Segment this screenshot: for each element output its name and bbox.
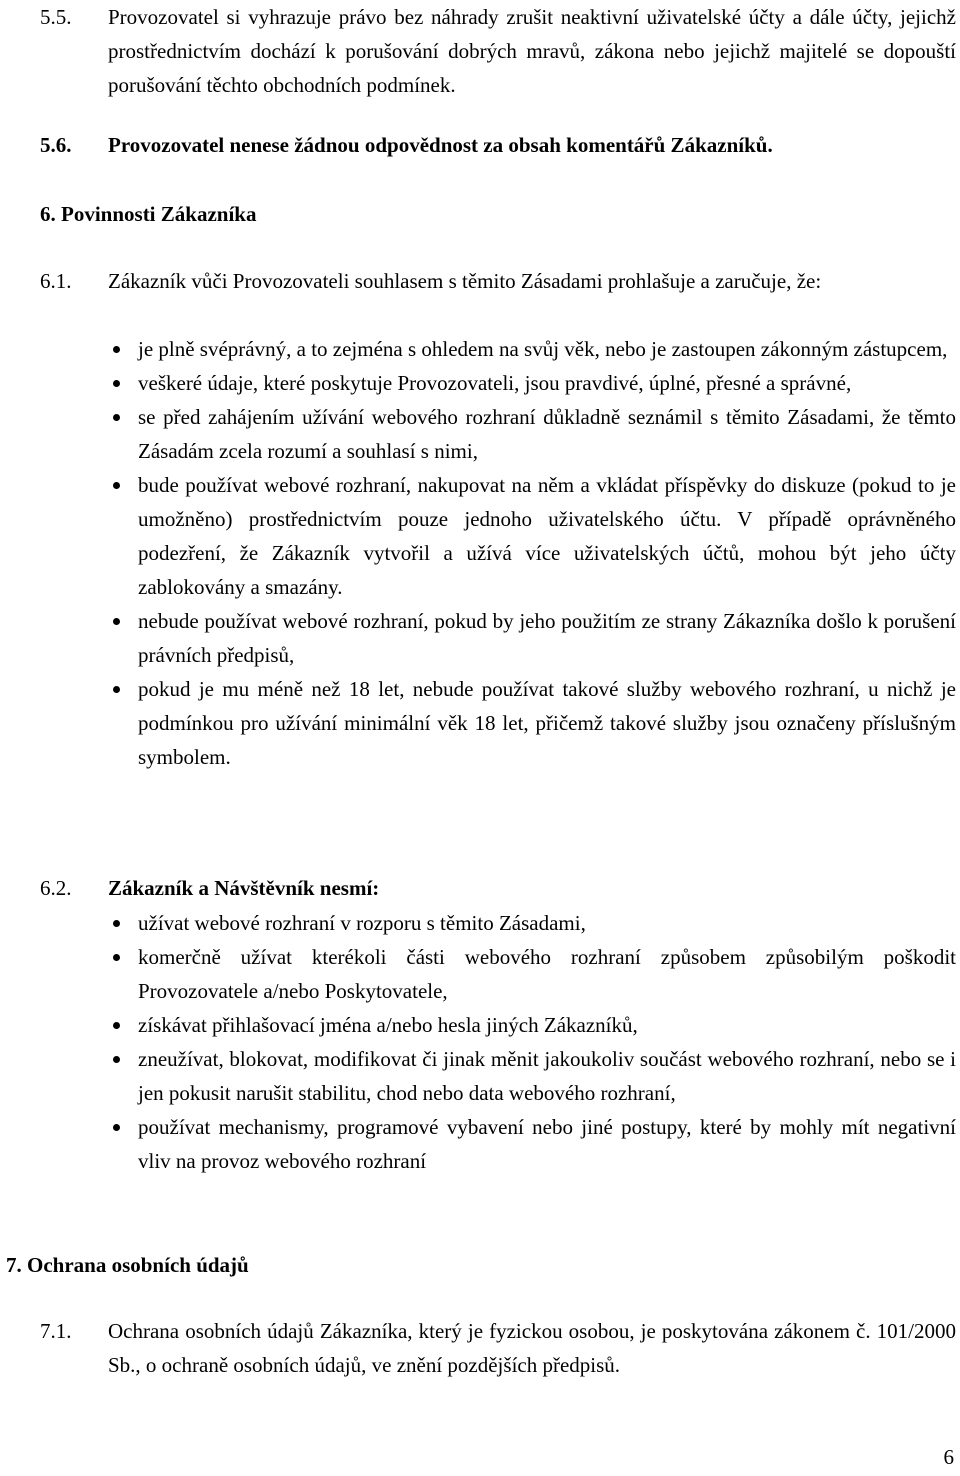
list-item: získávat přihlašovací jména a/nebo hesla jiných Zákazníků, — [108, 1008, 956, 1042]
list-item: komerčně užívat kterékoli části webového rozhraní způsobem způsobilým poškodit Provozovatele a/nebo Poskytovatele, — [108, 940, 956, 1008]
page-number: 6 — [943, 1445, 954, 1469]
section-5-6-text: Provozovatel nenese žádnou odpovědnost za obsah komentářů Zákazníků. — [108, 133, 773, 157]
section-6-2-list — [108, 906, 956, 1178]
section-number-5-5: 5.5. — [40, 5, 72, 29]
list-item: se před zahájením užívání webového rozhraní důkladně seznámil s těmito Zásadami, že těmto Zásadám zcela rozumí a souhlasí s nimi, — [108, 400, 956, 468]
list-item: pokud je mu méně než 18 let, nebude používat takové služby webového rozhraní, u nichž je podmínkou pro užívání minimální věk 18 let, přičemž takové služby jsou označeny příslušným symbolem. — [108, 672, 956, 774]
list-item: je plně svéprávný, a to zejména s ohledem na svůj věk, nebo je zastoupen zákonným zástupcem, — [108, 332, 956, 366]
section-7-1-text: Ochrana osobních údajů Zákazníka, který je fyzickou osobou, je poskytována zákonem č. 101/2000 Sb., o ochraně osobních údajů, ve znění pozdějších předpisů. — [108, 1319, 956, 1377]
heading-section-7: 7. Ochrana osobních údajů — [6, 1253, 249, 1277]
section-number-6-2: 6.2. — [40, 876, 72, 900]
section-6-1-text: Zákazník vůči Provozovateli souhlasem s těmito Zásadami prohlašuje a zaručuje, že: — [108, 269, 822, 293]
list-item: zneužívat, blokovat, modifikovat či jinak měnit jakoukoliv součást webového rozhraní, nebo se i jen pokusit narušit stabilitu, chod nebo data webového rozhraní, — [108, 1042, 956, 1110]
list-item: bude používat webové rozhraní, nakupovat na něm a vkládat příspěvky do diskuze (pokud to je umožněno) prostřednictvím pouze jednoho uživatelského účtu. V případě oprávněného podezření, že Zákazník vytvořil a užívá více uživatelských účtů, mohou být jeho účty zablokovány a smazány. — [108, 468, 956, 604]
heading-section-6: 6. Povinnosti Zákazníka — [40, 202, 257, 226]
section-5-5-text: Provozovatel si vyhrazuje právo bez náhrady zrušit neaktivní uživatelské účty a dále účty, jejichž prostřednictvím dochází k porušování dobrých mravů, zákona nebo jejichž majitelé se dopouští porušování těchto obchodních podmínek. — [108, 5, 956, 97]
section-number-7-1: 7.1. — [40, 1319, 72, 1343]
section-number-6-1: 6.1. — [40, 269, 72, 293]
list-item: používat mechanismy, programové vybavení nebo jiné postupy, které by mohly mít negativní vliv na provoz webového rozhraní — [108, 1110, 956, 1178]
list-item: užívat webové rozhraní v rozporu s těmito Zásadami, — [108, 906, 956, 940]
section-number-5-6: 5.6. — [40, 133, 72, 157]
list-item: nebude používat webové rozhraní, pokud by jeho použitím ze strany Zákazníka došlo k porušení právních předpisů, — [108, 604, 956, 672]
list-item: veškeré údaje, které poskytuje Provozovateli, jsou pravdivé, úplné, přesné a správné, — [108, 366, 956, 400]
section-6-2-title: Zákazník a Návštěvník nesmí: — [108, 876, 380, 900]
section-6-1-list — [108, 332, 956, 774]
